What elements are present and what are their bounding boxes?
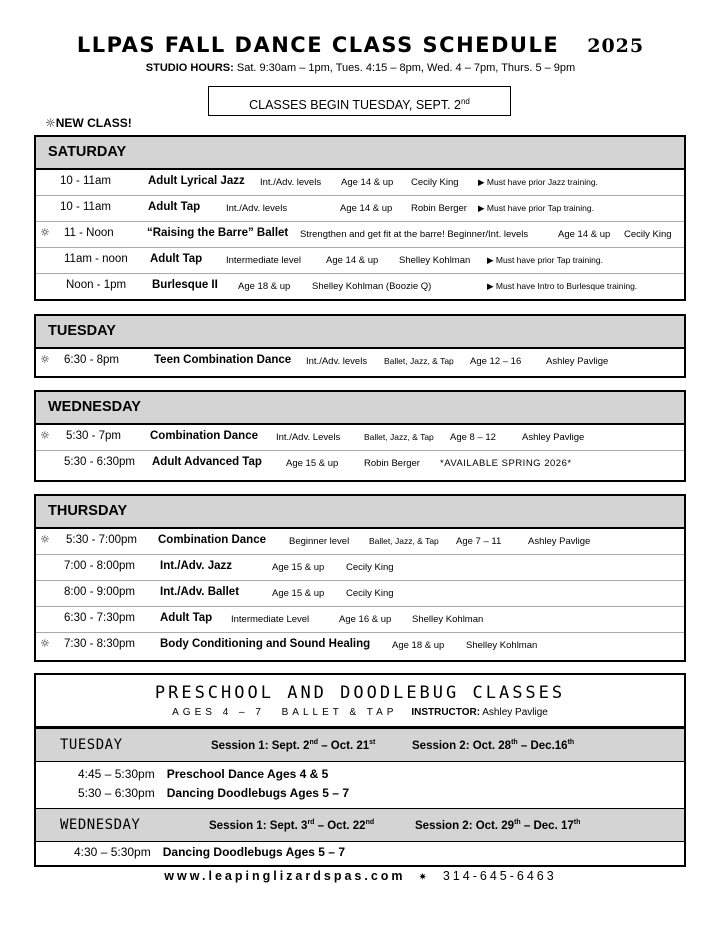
class-name: Adult Tap [150,253,203,265]
table-row [36,633,684,659]
schedule-title: LLPAS FALL DANCE CLASS SCHEDULE [76,33,560,57]
session-2-end: – Dec. 17 [520,819,574,832]
class-time: 6:30 - 7:30pm [64,612,135,624]
class-time: Noon - 1pm [66,279,127,291]
class-name: Dancing Doodlebugs Ages 5 – 7 [166,786,349,800]
class-time: 5:30 – 6:30pm [78,786,155,800]
class-teacher: Cecily King [411,177,459,188]
schedule-year: 2025 [587,35,645,57]
class-teacher: Cecily King [346,588,394,599]
class-level: Intermediate Level [231,614,310,625]
class-age: Age 8 – 12 [450,432,496,443]
class-level: Int./Adv. Levels [276,432,341,443]
session-1-start: Session 1: Sept. 3 [209,819,308,832]
class-age: Age 16 & up [339,614,392,625]
class-time: 11am - noon [64,253,128,265]
class-teacher: Cecily King [346,562,394,573]
class-time: 5:30 - 7pm [66,430,121,442]
table-row [36,529,684,555]
class-teacher: Shelley Kohlman [412,614,484,625]
table-row [36,607,684,633]
table-row [36,349,684,375]
table-row [36,425,684,451]
class-note: *AVAILABLE SPRING 2026* [440,458,572,469]
preschool-section [34,673,686,867]
date-suffix: nd [309,739,318,746]
preschool-ages: AGES 4 – 7 [172,707,265,718]
saturday-section [34,135,686,301]
class-time: 7:30 - 8:30pm [64,638,135,650]
class-time: 5:30 - 6:30pm [64,456,135,468]
class-name: Int./Adv. Jazz [160,560,232,572]
class-level: Int./Adv. levels [226,203,288,214]
class-time: 7:00 - 8:00pm [64,560,135,572]
table-row [36,581,684,607]
class-teacher: Shelley Kohlman [399,255,471,266]
class-level: Beginner level [289,536,350,547]
preschool-styles: BALLET & TAP [281,707,398,718]
wednesday-session-1 [209,819,374,832]
session-2-start: Session 2: Oct. 29 [415,819,515,832]
class-name: Preschool Dance Ages 4 & 5 [166,767,329,781]
tuesday-section [34,314,686,378]
class-time: 4:45 – 5:30pm [78,767,155,781]
class-teacher: Ashley Pavlige [522,432,585,443]
list-item [74,845,345,859]
sun-icon: ☼ [40,353,50,366]
date-suffix: th [573,819,581,826]
class-age: Age 14 & up [340,203,393,214]
footer [0,869,721,883]
class-age: Age 15 & up [272,588,325,599]
tuesday-session-2 [412,739,574,752]
class-age: Age 14 & up [558,229,611,240]
tuesday-heading: TUESDAY [36,316,684,349]
saturday-heading: SATURDAY [36,137,684,170]
thursday-section [34,494,686,662]
new-class-label: NEW CLASS! [55,116,132,130]
class-time: 8:00 - 9:00pm [64,586,135,598]
table-row [36,555,684,581]
star-icon: ✷ [418,872,430,883]
class-age: Age 14 & up [326,255,379,266]
thursday-heading: THURSDAY [36,496,684,529]
session-2-start: Session 2: Oct. 28 [412,739,512,752]
wednesday-heading: WEDNESDAY [36,392,684,425]
class-age: Age 18 & up [392,640,445,651]
session-1-end: – Oct. 21 [318,739,370,752]
wednesday-session-2 [415,819,580,832]
date-suffix: th [567,739,575,746]
class-name: Adult Lyrical Jazz [148,175,245,187]
date-suffix: th [511,739,518,746]
preschool-subtitle [36,707,684,718]
class-teacher: Ashley Pavlige [546,356,609,367]
new-class-legend [45,116,132,130]
phone-number: 314-645-6463 [442,869,557,883]
class-teacher: Cecily King [624,229,672,240]
class-name: Adult Tap [160,612,213,624]
class-level: Int./Adv. levels [306,356,368,367]
class-age: Age 15 & up [286,458,339,469]
date-suffix: rd [307,819,315,826]
sun-icon: ☼ [40,637,50,650]
class-time: 10 - 11am [60,201,111,213]
wednesday-section [34,390,686,482]
studio-hours [0,62,721,74]
session-2-end: – Dec.16 [517,739,568,752]
class-age: Age 15 & up [272,562,325,573]
date-suffix: nd [365,819,375,826]
class-style: Ballet, Jazz, & Tap [364,432,434,442]
class-level: Strengthen and get fit at the barre! Beginner/Int. levels [300,229,529,240]
class-style: Ballet, Jazz, & Tap [369,536,439,546]
sun-icon: ☼ [45,116,56,130]
class-name: Combination Dance [150,430,258,442]
class-time: 4:30 – 5:30pm [74,845,151,859]
website-link[interactable]: www.leapinglizardspas.com [164,869,406,883]
class-name: Teen Combination Dance [154,354,292,366]
table-row [36,222,684,248]
class-name: Burlesque II [152,279,218,291]
sun-icon: ☼ [40,226,50,239]
page-title [0,33,721,57]
class-age: Age 18 & up [238,281,291,292]
date-suffix: st [369,739,376,746]
table-row [36,274,684,300]
preschool-wednesday-band [36,808,684,842]
session-1-start: Session 1: Sept. 2 [211,739,310,752]
class-teacher: Robin Berger [364,458,420,469]
class-age: Age 7 – 11 [456,536,502,547]
class-time: 11 - Noon [64,227,114,239]
class-name: Adult Tap [148,201,201,213]
class-teacher: Shelley Kohlman (Boozie Q) [312,281,432,292]
table-row [36,248,684,274]
table-row [36,170,684,196]
session-1-end: – Oct. 22 [314,819,366,832]
class-teacher: Shelley Kohlman [466,640,538,651]
class-note: ▶ Must have Intro to Burlesque training. [487,281,638,291]
class-level: Int./Adv. levels [260,177,322,188]
preschool-tuesday-band [36,728,684,762]
class-note: ▶ Must have prior Tap training. [478,203,594,213]
class-time: 5:30 - 7:00pm [66,534,137,546]
studio-hours-label: STUDIO HOURS: [145,62,234,74]
class-age: Age 12 – 16 [470,356,522,367]
class-name: Body Conditioning and Sound Healing [160,638,371,650]
class-time: 6:30 - 8pm [64,354,119,366]
sun-icon: ☼ [40,533,50,546]
table-row [36,196,684,222]
class-note: ▶ Must have prior Tap training. [487,255,603,265]
instructor-name: Ashley Pavlige [482,707,548,718]
tuesday-session-1 [211,739,375,752]
preschool-title: PRESCHOOL AND DOODLEBUG CLASSES [154,683,566,703]
class-name: Combination Dance [158,534,266,546]
class-note: ▶ Must have prior Jazz training. [478,177,598,187]
list-item [78,786,349,800]
class-name: Adult Advanced Tap [152,456,262,468]
class-level: Intermediate level [226,255,301,266]
class-name: Int./Adv. Ballet [160,586,240,598]
class-name: “Raising the Barre” Ballet [147,227,289,239]
classes-begin-box [208,86,511,116]
class-age: Age 14 & up [341,177,394,188]
date-suffix: th [514,819,521,826]
sun-icon: ☼ [40,429,50,442]
class-teacher: Ashley Pavlige [528,536,591,547]
table-row [36,451,684,477]
preschool-wednesday-day: WEDNESDAY [60,817,141,833]
class-name: Dancing Doodlebugs Ages 5 – 7 [162,845,345,859]
list-item [78,767,328,781]
classes-begin-text: CLASSES BEGIN TUESDAY, SEPT. 2 [249,98,461,113]
class-style: Ballet, Jazz, & Tap [384,356,454,366]
classes-begin-suffix: nd [460,97,470,106]
preschool-tuesday-day: TUESDAY [60,737,123,753]
class-teacher: Robin Berger [411,203,467,214]
instructor-label: INSTRUCTOR: [411,707,481,718]
class-time: 10 - 11am [60,175,111,187]
studio-hours-text: Sat. 9:30am – 1pm, Tues. 4:15 – 8pm, Wed. 4 – 7pm, Thurs. 5 – 9pm [236,62,576,74]
